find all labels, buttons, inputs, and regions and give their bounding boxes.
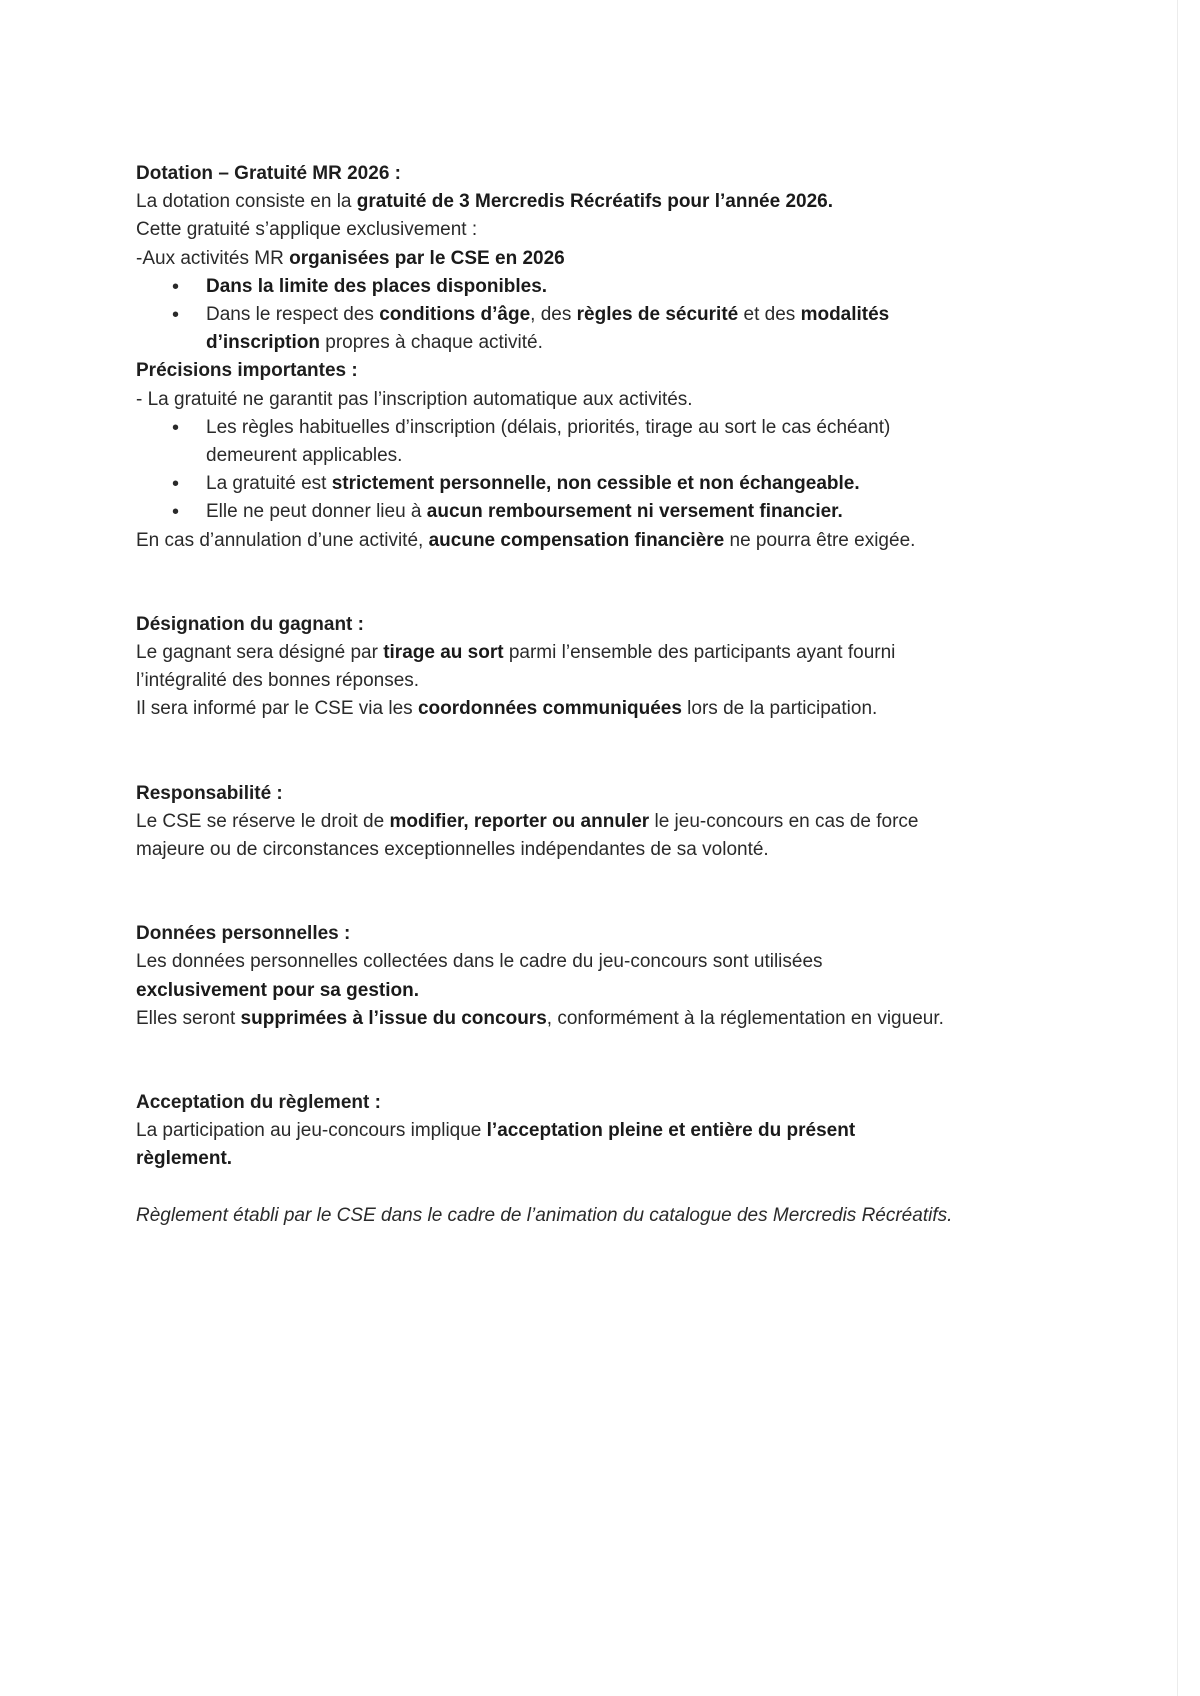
heading-acceptation: Acceptation du règlement : [136,1092,381,1114]
text: Elle ne peut donner lieu à [206,501,427,523]
section-donnees [136,920,956,1033]
dotation-applies: Cette gratuité s’applique exclusivement : [136,219,478,241]
text-bold: aucune compensation financière [428,529,725,551]
section-precisions [136,357,956,554]
text: , conformément à la réglementation en vigueur. [546,1007,944,1029]
text-bold: modalités d’inscription [206,304,890,354]
text-bold: exclusivement pour sa gestion. [136,979,419,1001]
text: Le CSE se réserve le droit de [136,810,390,832]
text: En cas d’annulation d’une activité, [136,529,429,551]
text: ne pourra être exigée. [724,529,916,551]
heading-precisions: Précisions importantes : [136,360,358,382]
text-bold: aucun remboursement ni versement financier. [426,501,843,523]
responsabilite-line1 [136,808,956,864]
text: -Aux activités MR [136,247,290,269]
section-designation [136,611,956,724]
text: le jeu-concours en cas de force majeure ou de circonstances exceptionnelles indépendantes de sa volonté. [136,810,919,861]
heading-dotation: Dotation – Gratuité MR 2026 : [136,163,401,184]
donnees-line2 [136,1005,956,1033]
designation-line2 [136,695,956,723]
document-page [136,160,956,1230]
text: , des [530,304,577,326]
text: et des [738,304,801,326]
acceptation-line1 [136,1117,956,1173]
bullet-item [136,498,956,526]
text: La participation au jeu-concours implique [136,1120,487,1142]
bullet-item [136,470,956,498]
heading-donnees: Données personnelles : [136,923,351,945]
footer-note: Règlement établi par le CSE dans le cadre de l’animation du catalogue des Mercredis Récréatifs. [136,1204,953,1226]
text: lors de la participation. [681,698,878,720]
text-bold: Dans la limite des places disponibles. [206,275,548,297]
text: propres à chaque activité. [320,332,543,354]
heading-responsabilite: Responsabilité : [136,782,283,804]
precisions-cancel [136,527,956,555]
text-bold: organisées par le CSE en 2026 [289,247,565,269]
dotation-bullets [136,273,956,358]
scan-edge-line [1177,0,1178,1696]
text: parmi l’ensemble des participants ayant fourni l’intégralité des bonnes réponses. [136,642,896,692]
text: Les données personnelles collectées dans le cadre du jeu-concours sont utilisées [136,951,823,973]
text: La gratuité est [206,473,332,495]
designation-line1 [136,639,956,695]
text: La dotation consiste en la [136,191,357,213]
dotation-intro [136,188,956,216]
text: Le gagnant sera désigné par [136,642,384,664]
section-dotation [136,160,956,357]
text-bold: conditions d’âge [379,304,531,326]
text-bold: l’acceptation pleine et entière du présent règlement. [136,1120,856,1170]
bullet-item [136,273,956,301]
precisions-bullets [136,414,956,527]
text-bold: règles de sécurité [576,304,739,326]
text: Elles seront [136,1007,241,1029]
text-bold: tirage au sort [383,642,504,664]
dotation-activities [136,245,956,273]
bullet-item: • Les règles habituelles d’inscription (délais, priorités, tirage au sort le cas échéant) demeurent applicables. [136,414,956,470]
section-acceptation [136,1089,956,1174]
text: Il sera informé par le CSE via les [136,698,418,720]
precisions-line: - La gratuité ne garantit pas l’inscription automatique aux activités. [136,388,693,410]
bullet-item [136,301,956,357]
text-bold: gratuité de 3 Mercredis Récréatifs pour l’année 2026. [356,191,834,213]
text: Dans le respect des [206,304,380,326]
text-bold: modifier, reporter ou annuler [389,810,650,832]
text-bold: supprimées à l’issue du concours [240,1007,547,1029]
donnees-line1 [136,948,956,1004]
section-responsabilite [136,780,956,865]
text-bold: coordonnées communiquées [417,698,682,720]
heading-designation: Désignation du gagnant : [136,613,364,635]
text-bold: strictement personnelle, non cessible et non échangeable. [331,473,860,495]
